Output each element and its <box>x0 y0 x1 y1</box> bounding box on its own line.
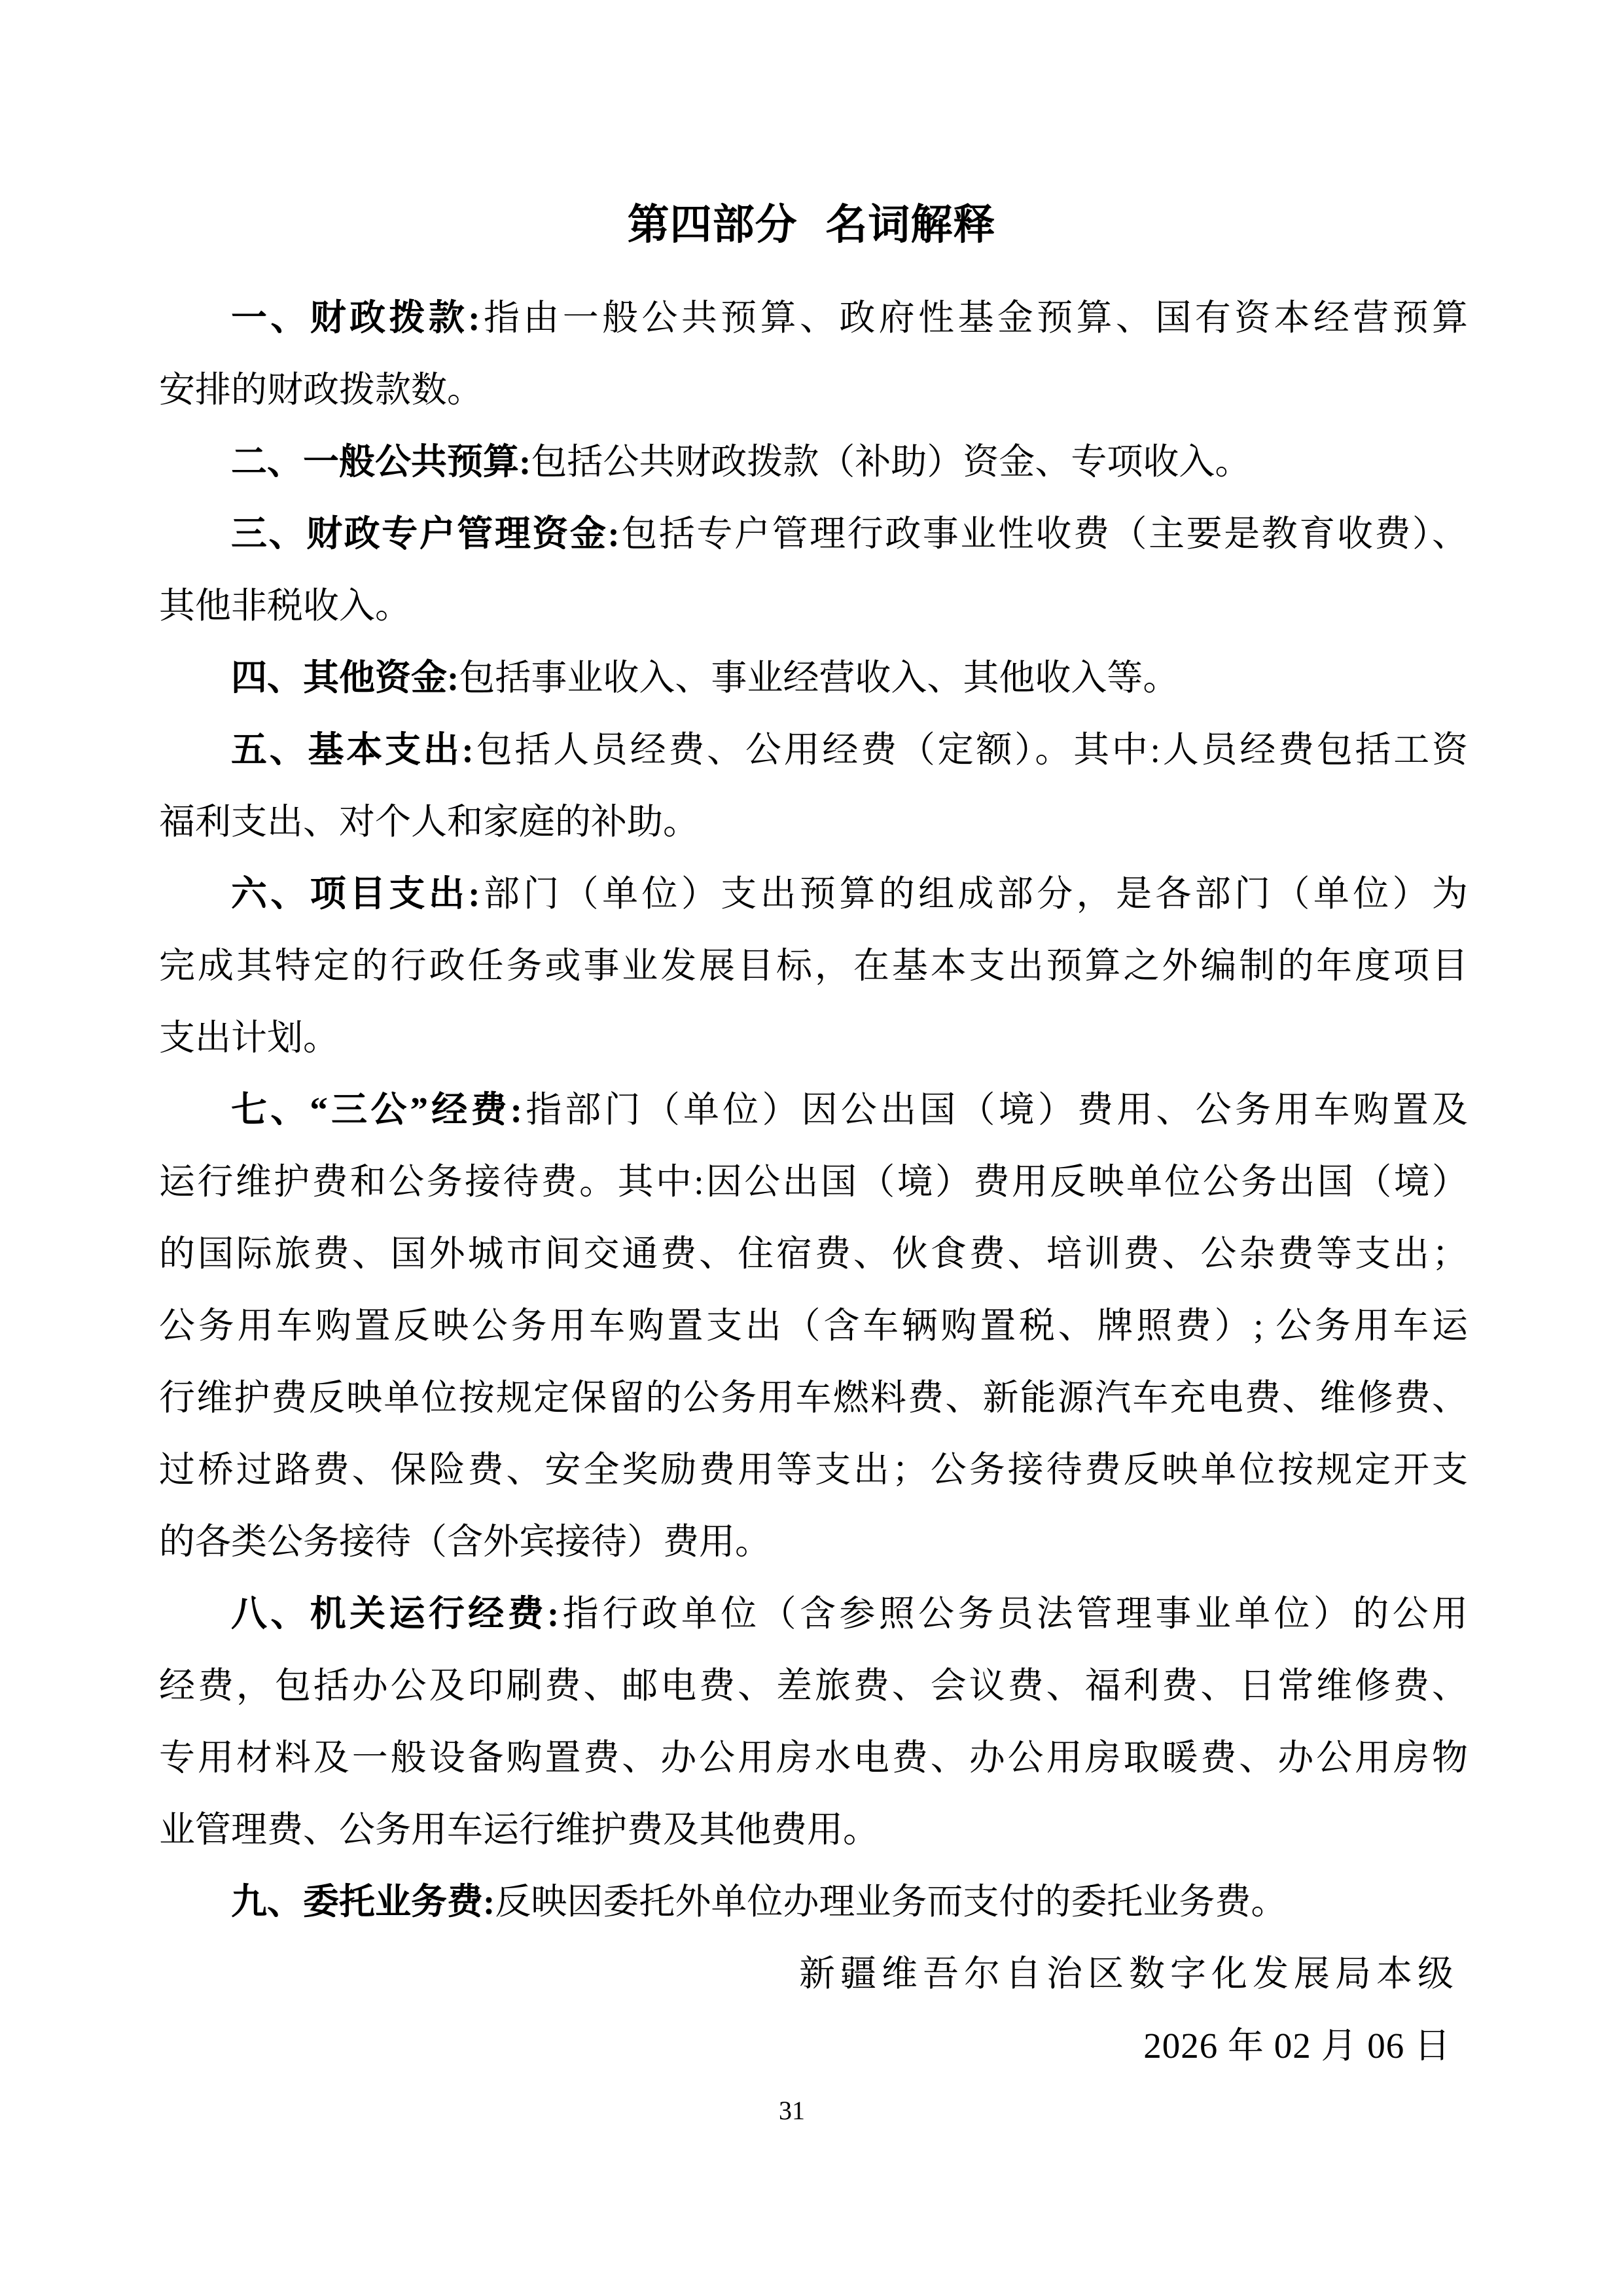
glossary-line <box>159 1650 1468 1722</box>
term-label: 九、委托业务费: <box>231 1882 495 1922</box>
glossary-line <box>159 1218 1468 1290</box>
line-text: 其他非税收入。 <box>159 586 412 626</box>
line-text: 专用材料及一般设备购置费、办公用房水电费、办公用房取暖费、办公用房物 <box>159 1738 1468 1778</box>
term-label: 八、机关运行经费: <box>231 1594 560 1634</box>
signoff-block <box>159 1938 1468 2082</box>
line-text: 包括人员经费、公用经费（定额）。其中:人员经费包括工资 <box>473 730 1468 770</box>
glossary-line <box>159 1506 1468 1578</box>
glossary-line <box>159 1146 1468 1218</box>
glossary-line <box>159 426 1468 498</box>
glossary-line <box>159 1290 1468 1362</box>
signature-line: 新疆维吾尔自治区数字化发展局本级 <box>798 1954 1459 1994</box>
line-text: 过桥过路费、保险费、安全奖励费用等支出；公务接待费反映单位按规定开支 <box>159 1450 1468 1490</box>
glossary-line <box>159 1434 1468 1506</box>
glossary-line <box>159 1794 1468 1866</box>
line-text: 指部门（单位）因公出国（境）费用、公务用车购置及 <box>522 1090 1468 1130</box>
glossary-line <box>159 282 1468 354</box>
glossary-line <box>159 858 1468 930</box>
glossary-line <box>159 1362 1468 1434</box>
glossary-line <box>159 1866 1468 1938</box>
line-text: 运行维护费和公务接待费。其中:因公出国（境）费用反映单位公务出国（境） <box>159 1162 1468 1202</box>
line-text: 业管理费、公务用车运行维护费及其他费用。 <box>159 1810 880 1850</box>
glossary-line <box>159 354 1468 426</box>
page-number: 31 <box>779 2096 805 2125</box>
term-label: 五、基本支出: <box>231 730 474 770</box>
glossary-line <box>159 714 1468 786</box>
line-text: 指由一般公共预算、政府性基金预算、国有资本经营预算 <box>480 298 1468 338</box>
glossary-line <box>159 570 1468 642</box>
term-label: 四、其他资金: <box>231 658 459 698</box>
line-text: 指行政单位（含参照公务员法管理事业单位）的公用 <box>559 1594 1468 1634</box>
glossary-line <box>159 1578 1468 1650</box>
document-title: 第四部分 名词解释 <box>627 201 996 248</box>
term-label: 三、财政专户管理资金: <box>231 514 620 554</box>
term-label: 六、项目支出: <box>231 874 480 914</box>
date-line: 2026 年 02 月 06 日 <box>1143 2026 1451 2066</box>
glossary-line <box>159 930 1468 1002</box>
line-text: 反映因委托外单位办理业务而支付的委托业务费。 <box>495 1882 1287 1922</box>
term-label: 七、“三公”经费: <box>231 1090 522 1130</box>
line-text: 完成其特定的行政任务或事业发展目标，在基本支出预算之外编制的年度项目 <box>159 946 1468 986</box>
glossary-line <box>159 1002 1468 1074</box>
line-text: 的各类公务接待（含外宾接待）费用。 <box>159 1522 772 1562</box>
glossary-line <box>159 786 1468 858</box>
line-text: 的国际旅费、国外城市间交通费、住宿费、伙食费、培训费、公杂费等支出； <box>159 1234 1468 1274</box>
line-text: 包括公共财政拨款（补助）资金、专项收入。 <box>531 442 1251 482</box>
line-text: 包括事业收入、事业经营收入、其他收入等。 <box>459 658 1179 698</box>
line-text: 部门（单位）支出预算的组成部分，是各部门（单位）为 <box>480 874 1468 914</box>
line-text: 福利支出、对个人和家庭的补助。 <box>159 802 700 842</box>
glossary-line <box>159 1074 1468 1146</box>
line-text: 包括专户管理行政事业性收费（主要是教育收费）、 <box>619 514 1468 554</box>
glossary-body <box>159 282 1468 1938</box>
line-text: 行维护费反映单位按规定保留的公务用车燃料费、新能源汽车充电费、维修费、 <box>159 1378 1468 1418</box>
glossary-line <box>159 1722 1468 1794</box>
line-text: 公务用车购置反映公务用车购置支出（含车辆购置税、牌照费）; 公务用车运 <box>159 1306 1468 1346</box>
term-label: 二、一般公共预算: <box>231 442 531 482</box>
glossary-line <box>159 498 1468 570</box>
line-text: 经费，包括办公及印刷费、邮电费、差旅费、会议费、福利费、日常维修费、 <box>159 1666 1468 1706</box>
line-text: 安排的财政拨款数。 <box>159 370 484 410</box>
glossary-line <box>159 642 1468 714</box>
line-text: 支出计划。 <box>159 1018 340 1058</box>
term-label: 一、财政拨款: <box>231 298 480 338</box>
